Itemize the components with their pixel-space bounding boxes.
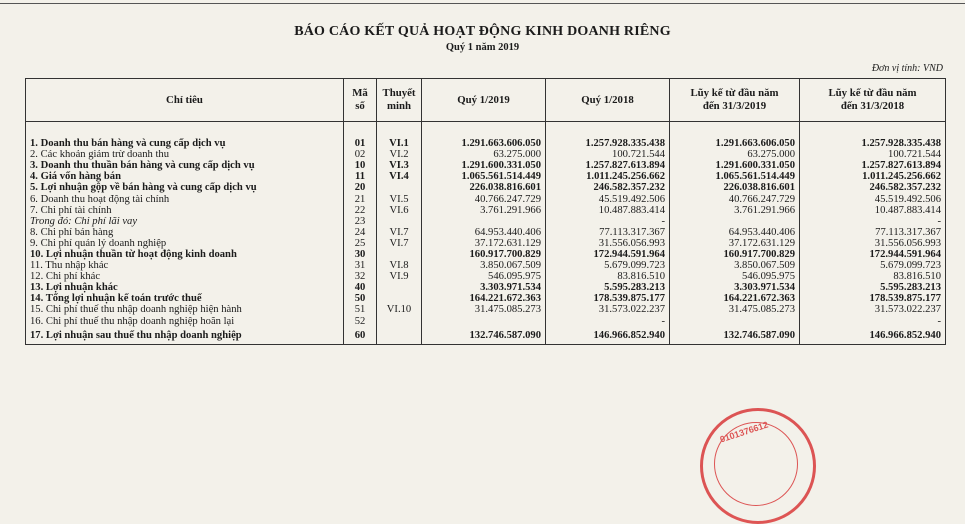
row-label: 2. Các khoản giảm trừ doanh thu xyxy=(26,149,344,160)
row-ytd-2018: 100.721.544 xyxy=(800,149,946,160)
row-q1-2018: 146.966.852.940 xyxy=(546,327,670,345)
row-q1-2018: 5.679.099.723 xyxy=(546,260,670,271)
row-note: VI.7 xyxy=(377,227,422,238)
row-q1-2019: 226.038.816.601 xyxy=(422,182,546,193)
row-note xyxy=(377,316,422,327)
row-code: 30 xyxy=(344,249,377,260)
row-q1-2019: 3.761.291.966 xyxy=(422,205,546,216)
row-ytd-2019: 1.291.600.331.050 xyxy=(670,160,800,171)
row-ytd-2018: 83.816.510 xyxy=(800,271,946,282)
table-row xyxy=(26,316,946,327)
row-ytd-2018: 5.679.099.723 xyxy=(800,260,946,271)
row-q1-2018: 83.816.510 xyxy=(546,271,670,282)
row-q1-2019: 164.221.672.363 xyxy=(422,293,546,304)
row-code: 10 xyxy=(344,160,377,171)
header-ytd-2018: Lũy kế từ đầu năm đến 31/3/2018 xyxy=(800,79,946,122)
row-note xyxy=(377,182,422,193)
row-code: 50 xyxy=(344,293,377,304)
row-note: VI.1 xyxy=(377,138,422,149)
row-q1-2019: 40.766.247.729 xyxy=(422,193,546,204)
row-note: VI.5 xyxy=(377,193,422,204)
row-q1-2019 xyxy=(422,316,546,327)
row-code: 20 xyxy=(344,182,377,193)
report-period: Quý 1 năm 2019 xyxy=(445,42,520,53)
row-label: 17. Lợi nhuận sau thuế thu nhập doanh nghiệp xyxy=(26,327,344,345)
row-ytd-2018: 31.573.022.237 xyxy=(800,304,946,315)
row-q1-2018: - xyxy=(546,316,670,327)
table-row xyxy=(26,149,946,160)
table-row xyxy=(26,216,946,227)
row-label: 11. Thu nhập khác xyxy=(26,260,344,271)
row-q1-2018: 31.573.022.237 xyxy=(546,304,670,315)
row-q1-2019: 546.095.975 xyxy=(422,271,546,282)
table-row xyxy=(26,327,946,345)
row-note: VI.10 xyxy=(377,304,422,315)
row-ytd-2019: 37.172.631.129 xyxy=(670,238,800,249)
table-row xyxy=(26,293,946,304)
row-q1-2019: 1.291.600.331.050 xyxy=(422,160,546,171)
row-code: 21 xyxy=(344,193,377,204)
row-q1-2018: 178.539.875.177 xyxy=(546,293,670,304)
row-label: 1. Doanh thu bán hàng và cung cấp dịch vụ xyxy=(26,138,344,149)
row-code: 31 xyxy=(344,260,377,271)
row-code: 23 xyxy=(344,216,377,227)
row-ytd-2019: 3.850.067.509 xyxy=(670,260,800,271)
row-ytd-2019: 226.038.816.601 xyxy=(670,182,800,193)
row-ytd-2018: 1.011.245.256.662 xyxy=(800,171,946,182)
header-q1-2018: Quý 1/2018 xyxy=(546,79,670,122)
row-ytd-2019: 160.917.700.829 xyxy=(670,249,800,260)
row-ytd-2019: 1.065.561.514.449 xyxy=(670,171,800,182)
row-note xyxy=(377,249,422,260)
row-note: VI.2 xyxy=(377,149,422,160)
row-note: VI.3 xyxy=(377,160,422,171)
row-q1-2018: - xyxy=(546,216,670,227)
row-ytd-2018: 178.539.875.177 xyxy=(800,293,946,304)
row-q1-2019: 160.917.700.829 xyxy=(422,249,546,260)
row-label: 6. Doanh thu hoạt động tài chính xyxy=(26,193,344,204)
row-ytd-2018: 172.944.591.964 xyxy=(800,249,946,260)
row-ytd-2018: 10.487.883.414 xyxy=(800,205,946,216)
row-q1-2019 xyxy=(422,216,546,227)
row-q1-2019: 64.953.440.406 xyxy=(422,227,546,238)
row-label: 15. Chi phí thuế thu nhập doanh nghiệp hiện hành xyxy=(26,304,344,315)
row-q1-2018: 246.582.357.232 xyxy=(546,182,670,193)
row-q1-2018: 1.257.827.613.894 xyxy=(546,160,670,171)
row-code: 11 xyxy=(344,171,377,182)
currency-unit: Đơn vị tính: VND xyxy=(871,63,943,74)
row-code: 25 xyxy=(344,238,377,249)
row-ytd-2018: 246.582.357.232 xyxy=(800,182,946,193)
table-row xyxy=(26,227,946,238)
row-note xyxy=(377,216,422,227)
row-label: Trong đó: Chi phí lãi vay xyxy=(26,216,344,227)
row-ytd-2019: 40.766.247.729 xyxy=(670,193,800,204)
row-label: 14. Tổng lợi nhuận kế toán trước thuế xyxy=(26,293,344,304)
header-note: Thuyết minh xyxy=(377,79,422,122)
table-row xyxy=(26,193,946,204)
row-ytd-2019: 3.303.971.534 xyxy=(670,282,800,293)
row-q1-2018: 10.487.883.414 xyxy=(546,205,670,216)
row-code: 32 xyxy=(344,271,377,282)
table-row xyxy=(26,304,946,315)
row-q1-2018: 31.556.056.993 xyxy=(546,238,670,249)
top-rule xyxy=(0,3,965,4)
row-q1-2019: 3.303.971.534 xyxy=(422,282,546,293)
row-label: 16. Chi phí thuế thu nhập doanh nghiệp hoãn lại xyxy=(26,316,344,327)
row-ytd-2019: 63.275.000 xyxy=(670,149,800,160)
row-label: 13. Lợi nhuận khác xyxy=(26,282,344,293)
row-q1-2019: 132.746.587.090 xyxy=(422,327,546,345)
row-q1-2019: 1.065.561.514.449 xyxy=(422,171,546,182)
table-row xyxy=(26,249,946,260)
report-title: BÁO CÁO KẾT QUẢ HOẠT ĐỘNG KINH DOANH RIÊNG xyxy=(294,24,671,39)
row-code: 60 xyxy=(344,327,377,345)
row-code: 40 xyxy=(344,282,377,293)
row-code: 22 xyxy=(344,205,377,216)
row-ytd-2019: 132.746.587.090 xyxy=(670,327,800,345)
row-note xyxy=(377,327,422,345)
table-row xyxy=(26,138,946,149)
row-note: VI.6 xyxy=(377,205,422,216)
row-note: VI.8 xyxy=(377,260,422,271)
row-q1-2019: 37.172.631.129 xyxy=(422,238,546,249)
table-row xyxy=(26,271,946,282)
row-label: 7. Chi phí tài chính xyxy=(26,205,344,216)
row-code: 24 xyxy=(344,227,377,238)
row-q1-2019: 1.291.663.606.050 xyxy=(422,138,546,149)
row-ytd-2018: 5.595.283.213 xyxy=(800,282,946,293)
row-ytd-2018: - xyxy=(800,316,946,327)
table-spacer-row xyxy=(26,122,946,139)
row-q1-2018: 1.011.245.256.662 xyxy=(546,171,670,182)
header-ytd-2019: Lũy kế từ đầu năm đến 31/3/2019 xyxy=(670,79,800,122)
row-ytd-2019: 3.761.291.966 xyxy=(670,205,800,216)
row-ytd-2018: 31.556.056.993 xyxy=(800,238,946,249)
company-seal-number: 0101376612 xyxy=(718,419,770,445)
row-q1-2018: 45.519.492.506 xyxy=(546,193,670,204)
header-code: Mã số xyxy=(344,79,377,122)
row-q1-2018: 77.113.317.367 xyxy=(546,227,670,238)
row-q1-2019: 3.850.067.509 xyxy=(422,260,546,271)
row-note: VI.9 xyxy=(377,271,422,282)
row-q1-2019: 63.275.000 xyxy=(422,149,546,160)
row-ytd-2018: 1.257.928.335.438 xyxy=(800,138,946,149)
row-label: 5. Lợi nhuận gộp về bán hàng và cung cấp dịch vụ xyxy=(26,182,344,193)
table-row xyxy=(26,282,946,293)
row-code: 51 xyxy=(344,304,377,315)
company-seal xyxy=(700,408,816,524)
row-ytd-2018: 77.113.317.367 xyxy=(800,227,946,238)
row-label: 4. Giá vốn hàng bán xyxy=(26,171,344,182)
row-ytd-2019 xyxy=(670,216,800,227)
table-row xyxy=(26,238,946,249)
table-header-row xyxy=(26,79,946,122)
row-ytd-2019 xyxy=(670,316,800,327)
row-ytd-2019: 546.095.975 xyxy=(670,271,800,282)
row-label: 3. Doanh thu thuần bán hàng và cung cấp dịch vụ xyxy=(26,160,344,171)
row-q1-2018: 5.595.283.213 xyxy=(546,282,670,293)
row-ytd-2018: 1.257.827.613.894 xyxy=(800,160,946,171)
header-indicator: Chỉ tiêu xyxy=(26,79,344,122)
row-ytd-2018: - xyxy=(800,216,946,227)
table-row xyxy=(26,171,946,182)
table-row xyxy=(26,182,946,193)
row-q1-2019: 31.475.085.273 xyxy=(422,304,546,315)
row-note xyxy=(377,282,422,293)
row-label: 9. Chi phí quản lý doanh nghiệp xyxy=(26,238,344,249)
row-code: 01 xyxy=(344,138,377,149)
row-ytd-2018: 45.519.492.506 xyxy=(800,193,946,204)
table-row xyxy=(26,205,946,216)
row-note xyxy=(377,293,422,304)
row-q1-2018: 1.257.928.335.438 xyxy=(546,138,670,149)
row-ytd-2019: 1.291.663.606.050 xyxy=(670,138,800,149)
income-statement-table xyxy=(25,78,946,345)
row-ytd-2019: 64.953.440.406 xyxy=(670,227,800,238)
row-q1-2018: 172.944.591.964 xyxy=(546,249,670,260)
header-q1-2019: Quý 1/2019 xyxy=(422,79,546,122)
table-row xyxy=(26,260,946,271)
row-ytd-2018: 146.966.852.940 xyxy=(800,327,946,345)
row-q1-2018: 100.721.544 xyxy=(546,149,670,160)
row-label: 10. Lợi nhuận thuần từ hoạt động kinh doanh xyxy=(26,249,344,260)
row-note: VI.7 xyxy=(377,238,422,249)
row-ytd-2019: 31.475.085.273 xyxy=(670,304,800,315)
row-note: VI.4 xyxy=(377,171,422,182)
row-label: 12. Chi phí khác xyxy=(26,271,344,282)
row-code: 02 xyxy=(344,149,377,160)
row-label: 8. Chi phí bán hàng xyxy=(26,227,344,238)
row-ytd-2019: 164.221.672.363 xyxy=(670,293,800,304)
row-code: 52 xyxy=(344,316,377,327)
table-row xyxy=(26,160,946,171)
